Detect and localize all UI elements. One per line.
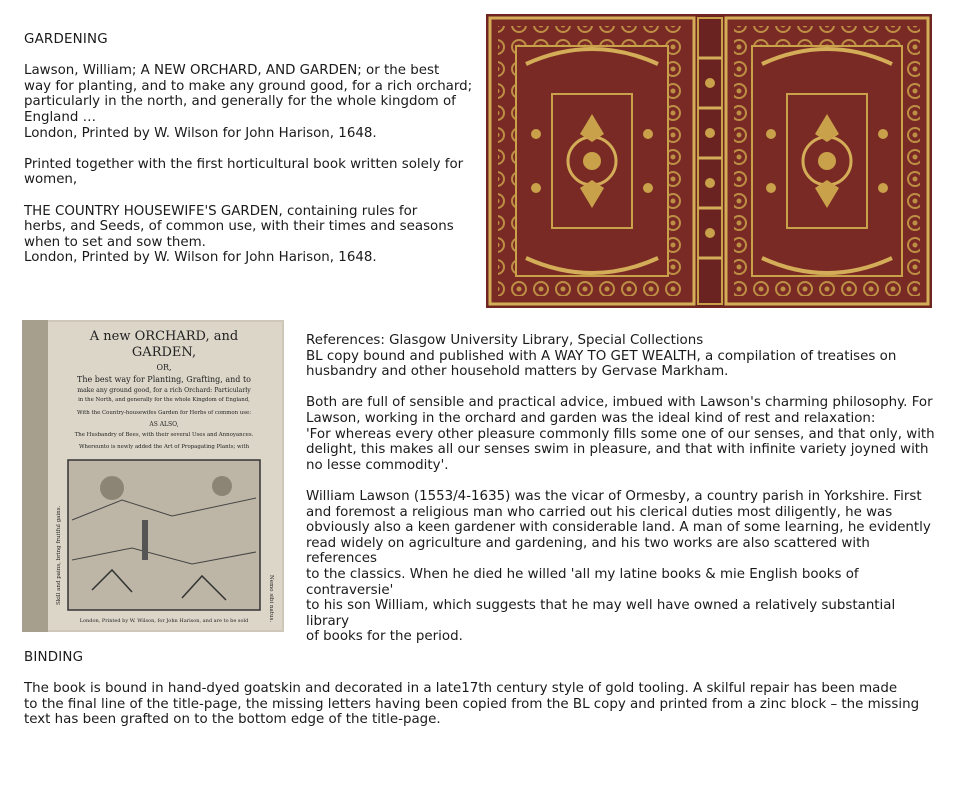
references-line: References: Glasgow University Library, Special Collections (306, 333, 704, 348)
philosophy-line: Both are full of sensible and practical advice, imbued with Lawson's charming philosophy. For (306, 395, 933, 411)
citation-line: way for planting, and to make any ground good, for a rich orchard; (24, 78, 473, 94)
gardening-section (24, 32, 480, 266)
title-line: GARDEN, (131, 345, 197, 360)
references-line: BL copy bound and published with A WAY TO GET WEALTH, a compilation of treatises on (306, 348, 897, 364)
housewife-line: when to set and sow them. (24, 234, 206, 250)
biography-line: to the classics. When he died he willed 'all my latine books & mie English books of contraversie' (306, 566, 859, 598)
back-board (490, 18, 694, 304)
philosophy-line: 'For whereas every other pleasure commonly fills some one of our senses, and that only, with (306, 426, 935, 442)
biography-line: read widely on agriculture and gardening, and his two works are also scattered with references (306, 535, 870, 567)
margin-motto-right: Nemo sibi natus. (268, 575, 274, 623)
biography-line: obviously also a keen gardener with considerable land. A man of some learning, he evidently (306, 520, 931, 536)
citation-line: England … (24, 109, 97, 125)
title-line: OR, (156, 363, 172, 372)
gardening-heading: GARDENING (24, 32, 108, 47)
title-page-image (22, 320, 284, 632)
imprint-line: London, Printed by W. Wilson for John Harison, 1648. (24, 250, 377, 266)
binding-line: text has been grafted on to the bottom edge of the title-page. (24, 712, 441, 728)
housewife-line: herbs, and Seeds, of common use, with their times and seasons (24, 219, 454, 235)
references-line: husbandry and other household matters by Gervase Markham. (306, 364, 729, 380)
binding-line: to the final line of the title-page, the missing letters having been copied from the BL copy and printed from a zinc block – the missing (24, 696, 920, 712)
biography-line: and foremost a religious man who carried out his clerical duties most diligently, he was (306, 504, 893, 520)
book-cover-image (486, 14, 932, 308)
philosophy-line: Lawson, working in the orchard and garden was the ideal kind of rest and relaxation: (306, 410, 876, 426)
binding-section (24, 650, 934, 728)
citation-line: Lawson, William; A NEW ORCHARD, AND GARDEN; or the best (24, 63, 440, 79)
biography-line: to his son William, which suggests that he may well have owned a relatively substantial library (306, 598, 896, 629)
biography-line: William Lawson (1553/4-1635) was the vicar of Ormesby, a country parish in Yorkshire. First (306, 488, 922, 504)
housewife-line: THE COUNTRY HOUSEWIFE'S GARDEN, containing rules for (24, 203, 418, 219)
binding-heading: BINDING (24, 650, 84, 665)
philosophy-line: no lesse commodity'. (306, 457, 449, 473)
title-line: With the Country-housewifes Garden for Herbs of common use: (76, 410, 252, 416)
references-section (306, 333, 938, 645)
title-line: AS ALSO, (149, 421, 179, 428)
printed-together-line: women, (24, 172, 78, 188)
imprint-line: London, Printed by W. Wilson for John Harison, 1648. (24, 125, 377, 141)
printed-together-line: Printed together with the first horticultural book written solely for (24, 156, 464, 172)
title-line: Whereunto is newly added the Art of Propagating Plants; with (78, 444, 250, 450)
front-board (726, 18, 928, 304)
title-line: The Husbandry of Bees, with their several Uses and Annoyances. (74, 432, 254, 438)
philosophy-line: delight, this makes all our senses swim in pleasure, and that with infinite variety joyned with (306, 442, 929, 458)
woodcut-illustration (68, 460, 260, 610)
title-imprint: London, Printed by W. Wilson, for John Harison, and are to be sold (79, 618, 249, 624)
book-spine (698, 18, 722, 304)
title-line: make any ground good, for a rich Orchard: Particularly (77, 387, 251, 394)
binding-line: The book is bound in hand-dyed goatskin and decorated in a late17th century style of gold tooling. A skilful repair has been made (24, 681, 898, 697)
margin-motto-left: Skill and pains, bring fruitful gains. (56, 505, 62, 605)
biography-line: of books for the period. (306, 629, 463, 645)
title-line: The best way for Planting, Grafting, and to (77, 375, 251, 384)
title-line: in the North, and generally for the whole Kingdom of England, (78, 397, 250, 403)
citation-line: particularly in the north, and generally for the whole kingdom of (24, 94, 456, 110)
title-line: A new ORCHARD, and (89, 329, 239, 344)
